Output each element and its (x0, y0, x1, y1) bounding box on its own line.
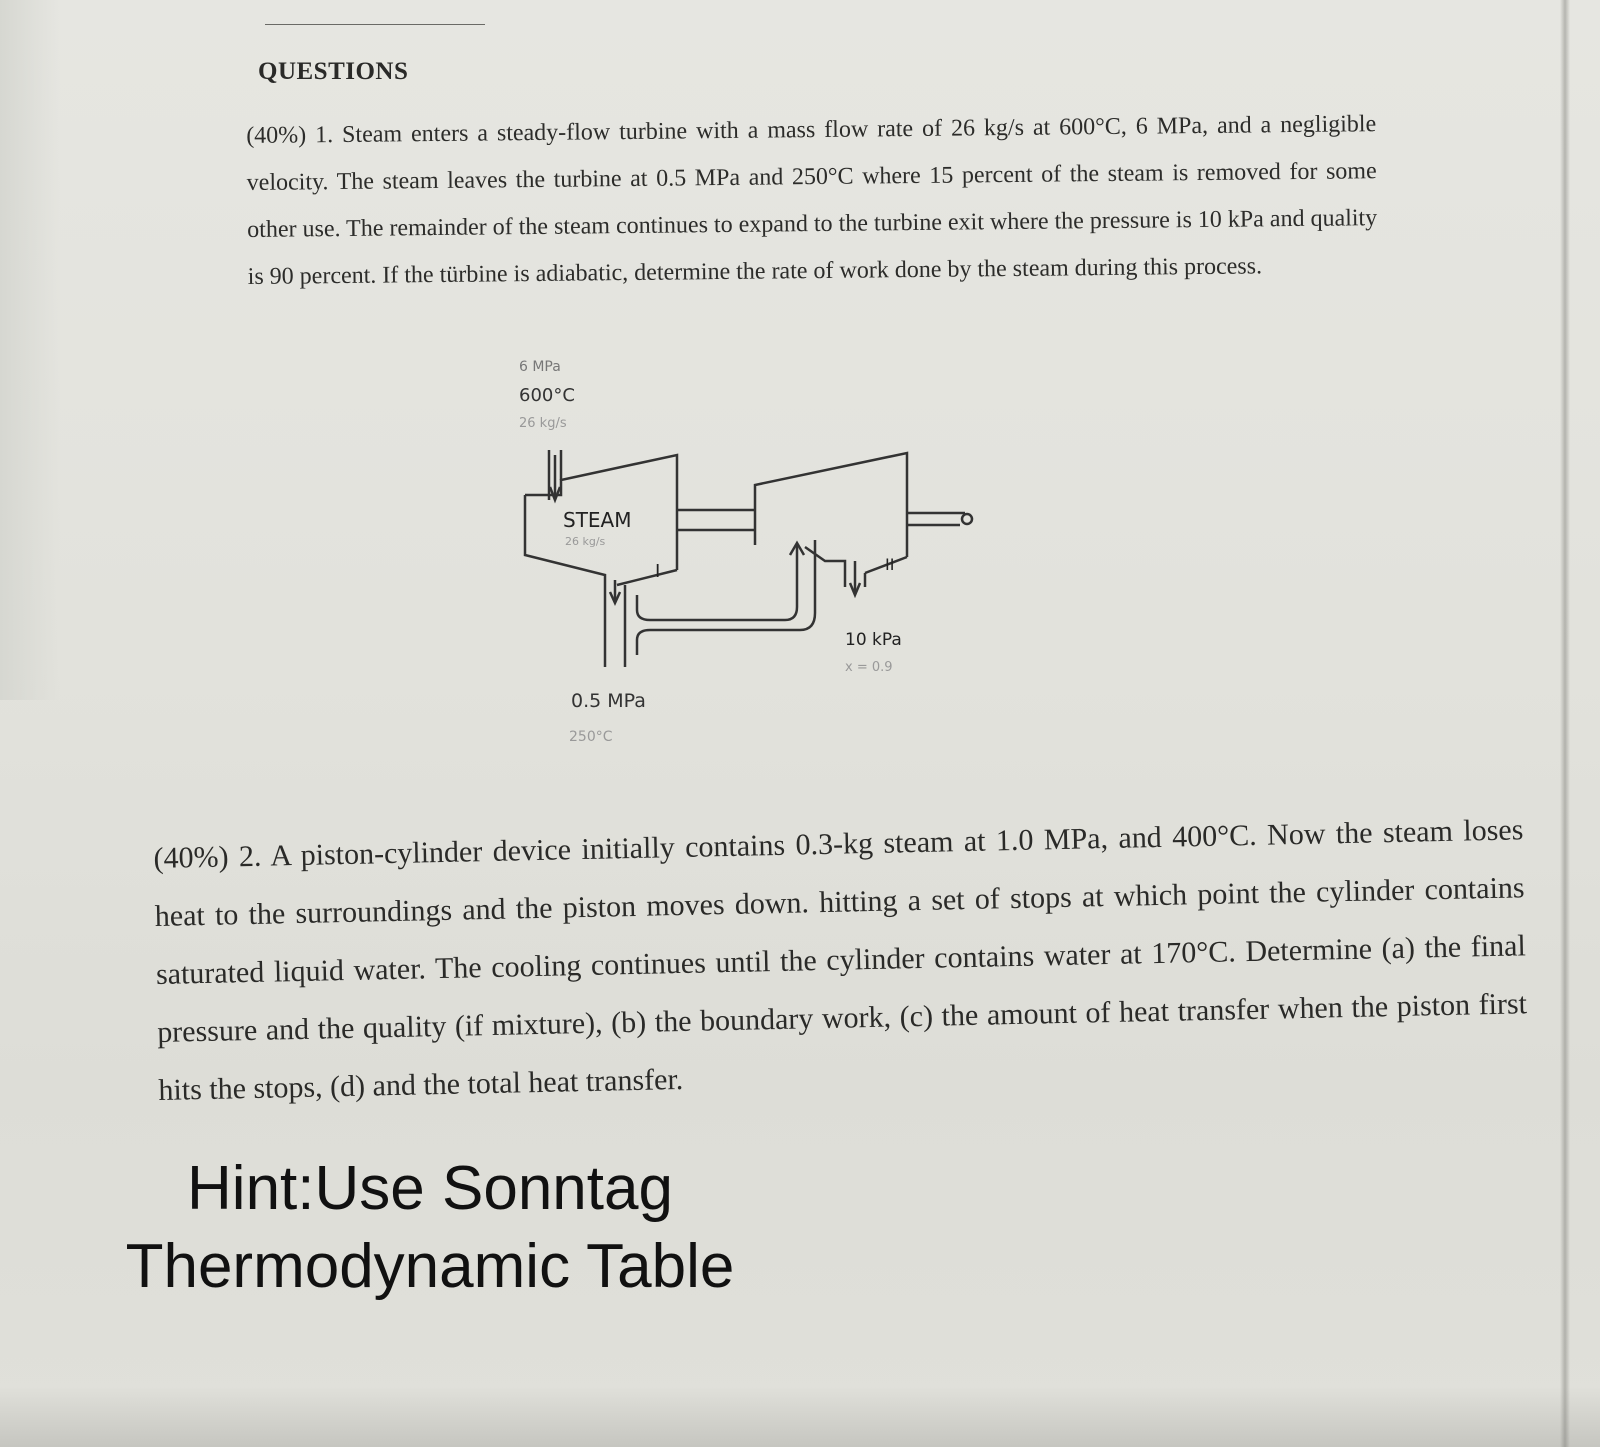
bleed-temp-label: 250°C (569, 729, 613, 745)
stage-2-label: II (885, 555, 895, 574)
stage-1-label: I (655, 561, 661, 582)
inlet-flow-label: 26 kg/s (519, 416, 567, 431)
turbine-diagram (505, 355, 1005, 775)
paper-fold (1560, 0, 1570, 1447)
top-rule (265, 24, 485, 25)
steam-sublabel: 26 kg/s (565, 535, 606, 548)
bleed-pressure-label: 0.5 MPa (571, 690, 646, 712)
inlet-temp-label: 600°C (519, 385, 575, 406)
hint-line-2: Thermodynamic Table (125, 1232, 735, 1301)
exit-pressure-label: 10 kPa (845, 630, 902, 650)
steam-label: STEAM (563, 508, 632, 532)
exit-quality-label: x = 0.9 (845, 660, 893, 675)
questions-heading: QUESTIONS (258, 58, 409, 85)
question-1-text: (40%) 1. Steam enters a steady-flow turbine with a mass flow rate of 26 kg/s at 600°C, 6 MPa, and a negligible velocity. The steam leaves the turbine at 0.5 MPa and 250°C where 15 percent of the steam is removed for some other use. The remainder of the steam continues to expand to the turbine exit where the pressure is 10 kPa and quality is 90 percent. If the türbine is adiabatic, determine the rate of work done by the steam during this process. (246, 111, 1378, 290)
inlet-pressure-label: 6 MPa (519, 359, 561, 375)
hint-overlay (0, 1150, 860, 1306)
turbine-drawing (525, 450, 972, 667)
paper-edge-shading (0, 0, 60, 700)
bottom-shadow (0, 1387, 1600, 1447)
hint-line-1: Hint:Use Sonntag (187, 1154, 673, 1223)
question-2-text: (40%) 2. A piston-cylinder device initially contains 0.3-kg steam at 1.0 MPa, and 400°C. Now the steam loses heat to the surroundings and the piston moves down. hitting a set of stops at which point the cylinder contains saturated liquid water. The cooling continues until the cylinder contains water at 170°C. Determine (a) the final pressure and the quality (if mixture), (b) the boundary work, (c) the amount of heat transfer when the piston first hits the stops, (d) and the total heat transfer. (153, 813, 1528, 1107)
